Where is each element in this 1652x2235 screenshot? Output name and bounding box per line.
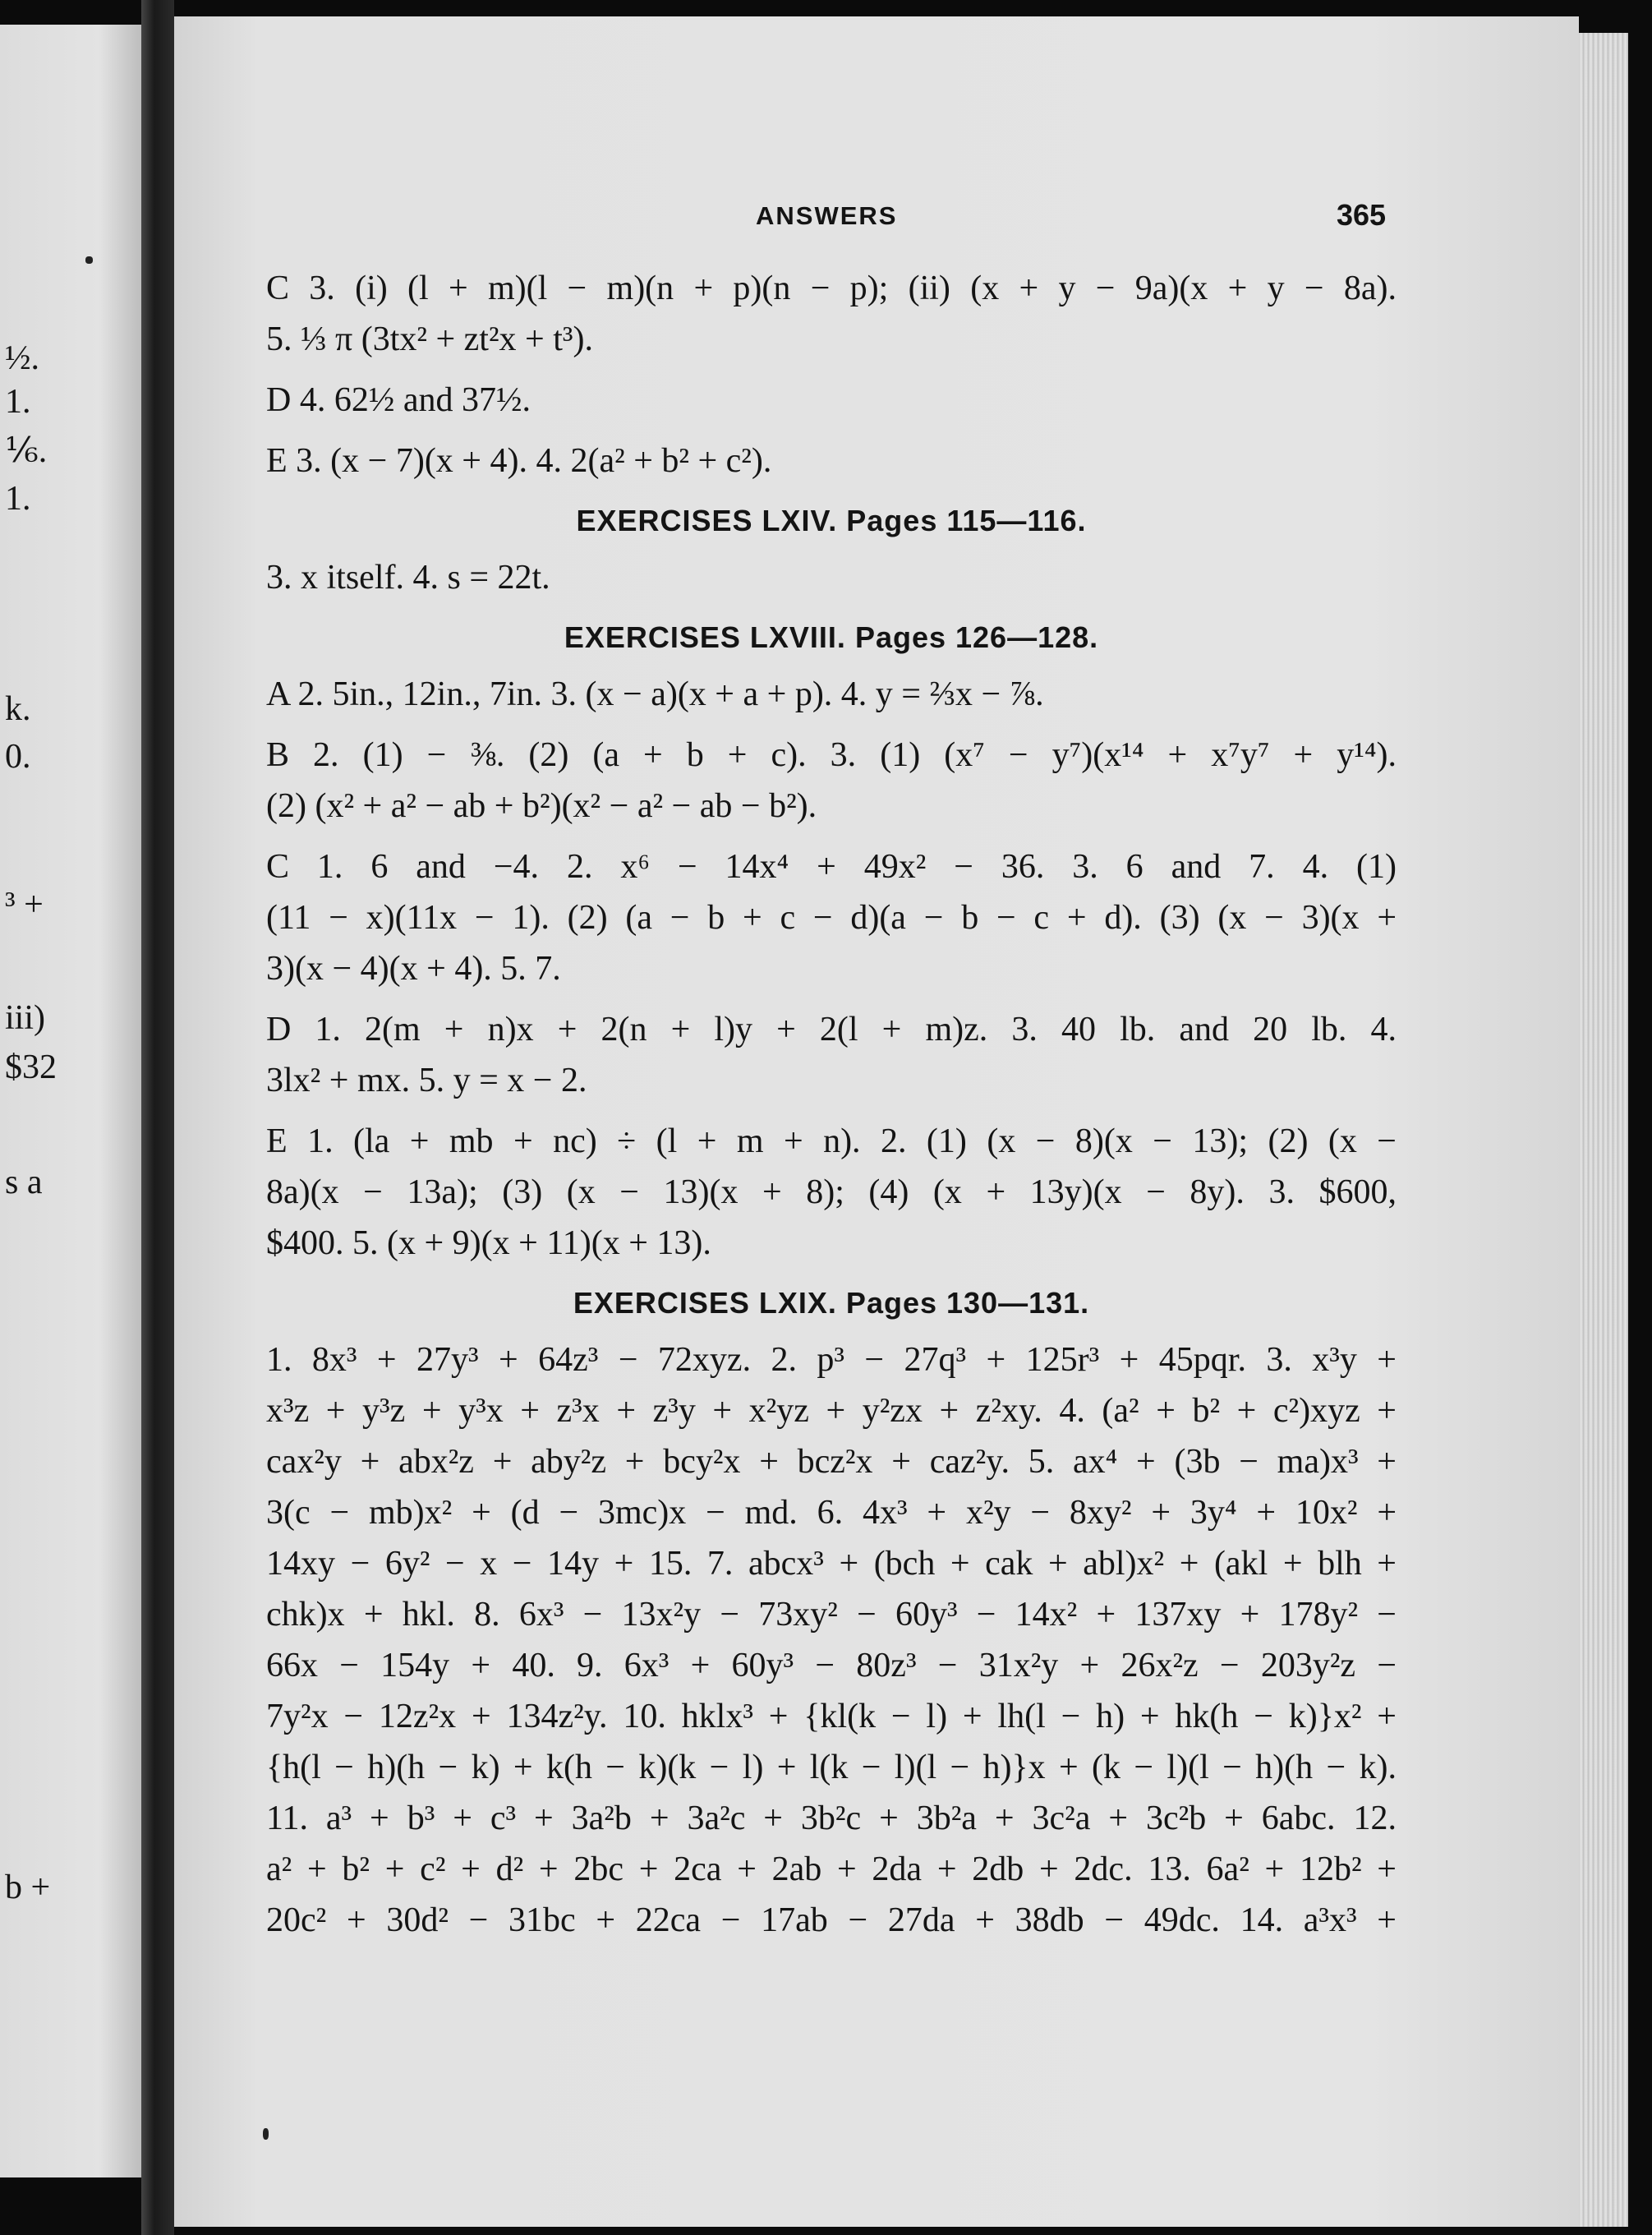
left-fragment: ⅙. xyxy=(5,432,48,470)
ink-speck xyxy=(263,2128,269,2140)
answer-line: (11 − x)(11x − 1). (2) (a − b + c − d)(a − b − c + d). (3) (x − 3)(x + xyxy=(266,899,1397,937)
section-heading: EXERCISES LXIV. Pages 115—116. xyxy=(576,504,1087,537)
left-fragment: 1. xyxy=(5,383,31,421)
answer-line: B 2. (1) − ⅜. (2) (a + b + c). 3. (1) (x⁷ − y⁷)(x¹⁴ + x⁷y⁷ + y¹⁴). xyxy=(266,736,1397,774)
answer-line: 11. a³ + b³ + c³ + 3a²b + 3a²c + 3b²c + 3b²a + 3c²a + 3c²b + 6abc. 12. xyxy=(266,1800,1397,1837)
book-gutter xyxy=(141,0,174,2235)
answer-line: 3lx² + mx. 5. y = x − 2. xyxy=(266,1062,587,1099)
answer-line: 20c² + 30d² − 31bc + 22ca − 17ab − 27da + 38db − 49dc. 14. a³x³ + xyxy=(266,1901,1397,1939)
answer-line: E 3. (x − 7)(x + 4). 4. 2(a² + b² + c²). xyxy=(266,442,772,480)
answer-line: 8a)(x − 13a); (3) (x − 13)(x + 8); (4) (x + 13y)(x − 8y). 3. $600, xyxy=(266,1173,1397,1211)
answer-line: {h(l − h)(h − k) + k(h − k)(k − l) + l(k − l)(l − h)}x + (k − l)(l − h)(h − k). xyxy=(266,1749,1397,1786)
left-fragment: b + xyxy=(5,1869,51,1906)
answer-line: chk)x + hkl. 8. 6x³ − 13x²y − 73xy² − 60y³ − 14x² + 137xy + 178y² − xyxy=(266,1596,1397,1634)
answer-line: x³z + y³z + y³x + z³x + z³y + x²yz + y²zx + z²xy. 4. (a² + b² + c²)xyz + xyxy=(266,1392,1397,1430)
answer-line: A 2. 5in., 12in., 7in. 3. (x − a)(x + a + p). 4. y = ⅔x − ⅞. xyxy=(266,675,1044,713)
page-edges xyxy=(1579,33,1628,2227)
left-fragment: s a xyxy=(5,1164,43,1201)
answer-line: 3)(x − 4)(x + 4). 5. 7. xyxy=(266,950,561,988)
answer-line: a² + b² + c² + d² + 2bc + 2ca + 2ab + 2da + 2db + 2dc. 13. 6a² + 12b² + xyxy=(266,1850,1397,1888)
previous-page-edge xyxy=(0,25,141,2177)
running-title: ANSWERS xyxy=(756,201,898,230)
answer-line: C 3. (i) (l + m)(l − m)(n + p)(n − p); (ii) (x + y − 9a)(x + y − 8a). xyxy=(266,270,1397,307)
section-heading: EXERCISES LXVIII. Pages 126—128. xyxy=(564,620,1099,654)
section-heading: EXERCISES LXIX. Pages 130—131. xyxy=(573,1286,1090,1320)
answer-line: 14xy − 6y² − x − 14y + 15. 7. abcx³ + (bch + cak + abl)x² + (akl + blh + xyxy=(266,1545,1397,1583)
left-fragment: ³ + xyxy=(5,886,44,924)
ink-speck xyxy=(85,256,93,264)
answer-line: D 4. 62½ and 37½. xyxy=(266,381,531,419)
left-fragment: $32 xyxy=(5,1048,57,1086)
answer-text xyxy=(266,263,1397,1946)
answer-line: (2) (x² + a² − ab + b²)(x² − a² − ab − b²). xyxy=(266,787,817,825)
answer-line: 5. ⅓ π (3tx² + zt²x + t³). xyxy=(266,320,593,358)
left-fragment: iii) xyxy=(5,999,45,1037)
answer-line: E 1. (la + mb + nc) ÷ (l + m + n). 2. (1) (x − 8)(x − 13); (2) (x − xyxy=(266,1122,1397,1160)
answers-page xyxy=(174,16,1579,2227)
left-fragment: 1. xyxy=(5,480,31,518)
left-fragment: k. xyxy=(5,690,31,728)
answer-line: 1. 8x³ + 27y³ + 64z³ − 72xyz. 2. p³ − 27q³ + 125r³ + 45pqr. 3. x³y + xyxy=(266,1341,1397,1379)
page-number: 365 xyxy=(1337,198,1387,232)
answer-line: 7y²x − 12z²x + 134z²y. 10. hklx³ + {kl(k − l) + lh(l − h) + hk(h − k)}x² + xyxy=(266,1698,1397,1735)
left-fragment: ½. xyxy=(5,339,39,377)
answer-line: 3. x itself. 4. s = 22t. xyxy=(266,559,550,597)
page-header xyxy=(174,198,1579,242)
answer-line: $400. 5. (x + 9)(x + 11)(x + 13). xyxy=(266,1224,711,1262)
answer-line: 66x − 154y + 40. 9. 6x³ + 60y³ − 80z³ − 31x²y + 26x²z − 203y²z − xyxy=(266,1647,1397,1684)
answer-line: 3(c − mb)x² + (d − 3mc)x − md. 6. 4x³ + x²y − 8xy² + 3y⁴ + 10x² + xyxy=(266,1494,1397,1532)
answer-line: cax²y + abx²z + aby²z + bcy²x + bcz²x + caz²y. 5. ax⁴ + (3b − ma)x³ + xyxy=(266,1443,1397,1481)
left-fragment: 0. xyxy=(5,738,31,776)
answer-line: C 1. 6 and −4. 2. x⁶ − 14x⁴ + 49x² − 36. 3. 6 and 7. 4. (1) xyxy=(266,848,1397,886)
answer-line: D 1. 2(m + n)x + 2(n + l)y + 2(l + m)z. 3. 40 lb. and 20 lb. 4. xyxy=(266,1011,1397,1048)
